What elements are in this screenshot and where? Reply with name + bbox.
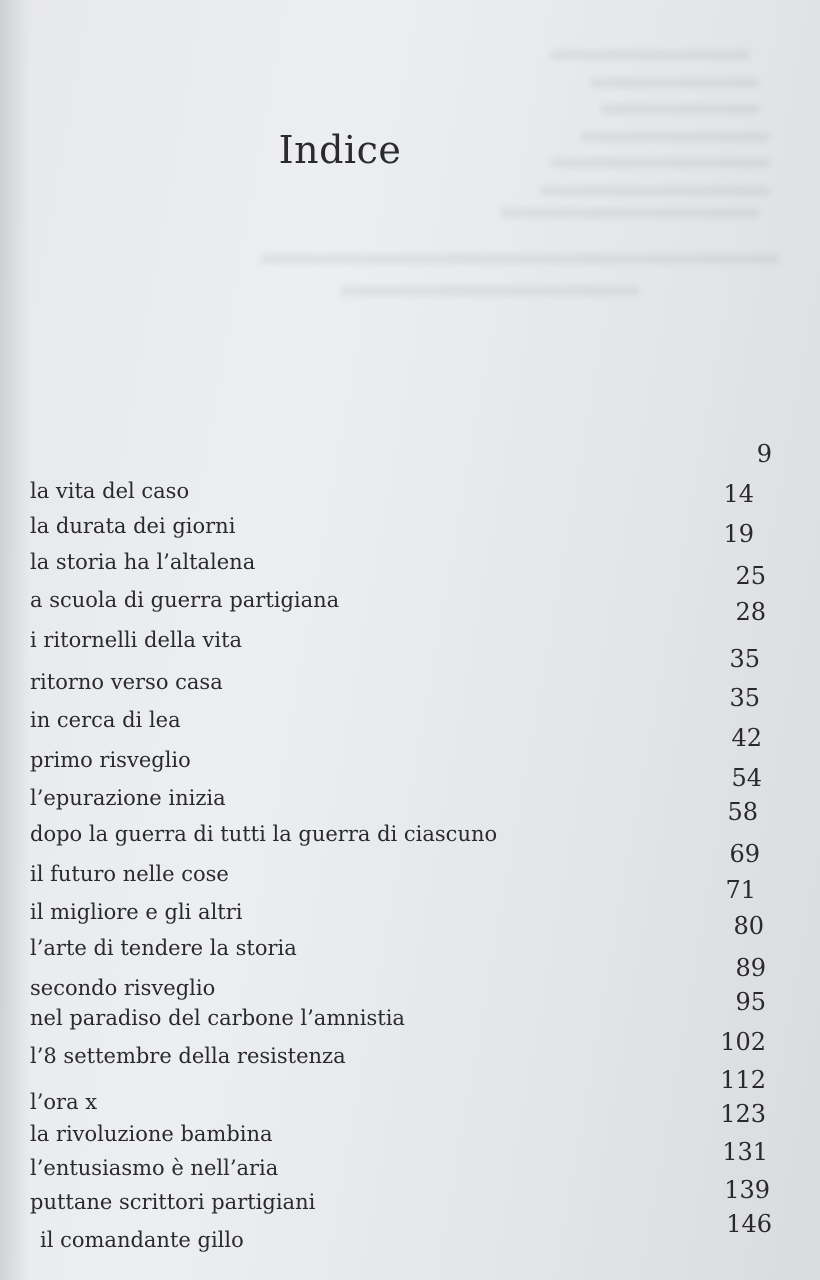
toc-entry-title: i ritornelli della vita (30, 628, 243, 652)
toc-entry-page: 123 (720, 1100, 766, 1128)
toc-entry-title: a scuola di guerra partigiana (30, 588, 340, 612)
toc-entry-page: 14 (723, 480, 754, 508)
toc-entry-title: la rivoluzione bambina (30, 1122, 273, 1146)
toc-entry-title: l’ora x (30, 1090, 98, 1114)
toc-entry-page: 89 (735, 954, 766, 982)
toc-entry-page: 35 (729, 645, 760, 673)
toc-entry-title: ritorno verso casa (30, 670, 223, 694)
toc-entry-title: nel paradiso del carbone l’amnistia (30, 1006, 405, 1030)
page-title: Indice (278, 128, 402, 172)
toc-entry-page: 80 (733, 912, 764, 940)
toc-entry-page: 112 (720, 1066, 766, 1094)
toc-entry-title: l’entusiasmo è nell’aria (30, 1156, 279, 1180)
toc-entry-title: l’8 settembre della resistenza (30, 1044, 346, 1068)
toc-entry-page: 131 (722, 1138, 768, 1166)
toc-entry-page: 71 (725, 876, 756, 904)
toc-entry-page: 35 (729, 684, 760, 712)
toc-entry-page: 95 (735, 988, 766, 1016)
toc-entry-page: 139 (724, 1176, 770, 1204)
toc-entry-page: 9 (756, 440, 772, 468)
toc-entry-page: 42 (731, 724, 762, 752)
toc-entry-title: la storia ha l’altalena (30, 550, 256, 574)
toc-entry-title: il futuro nelle cose (30, 862, 229, 886)
toc-entry-title: primo risveglio (30, 748, 191, 772)
toc-entry-title: il migliore e gli altri (30, 900, 243, 924)
toc-entry-page: 25 (735, 562, 766, 590)
toc-entry-title: secondo risveglio (30, 976, 216, 1000)
toc-entry-page: 28 (735, 598, 766, 626)
toc-entry-title: l’epurazione inizia (30, 786, 226, 810)
toc-entry-title: la durata dei giorni (30, 514, 236, 538)
toc-entry-page: 19 (723, 520, 754, 548)
toc-entry-title: la vita del caso (30, 479, 190, 503)
toc-entry-page: 146 (726, 1210, 772, 1238)
toc-entry-title: dopo la guerra di tutti la guerra di ciascuno (30, 822, 498, 846)
toc-entry-title: il comandante gillo (40, 1228, 244, 1252)
toc-entry-page: 102 (720, 1028, 766, 1056)
toc-entry-page: 54 (731, 764, 762, 792)
toc-entry-title: l’arte di tendere la storia (30, 936, 297, 960)
toc-entry-page: 58 (727, 798, 758, 826)
toc-entry-page: 69 (729, 840, 760, 868)
toc-entry-title: in cerca di lea (30, 708, 181, 732)
toc-entry-title: puttane scrittori partigiani (30, 1190, 316, 1214)
